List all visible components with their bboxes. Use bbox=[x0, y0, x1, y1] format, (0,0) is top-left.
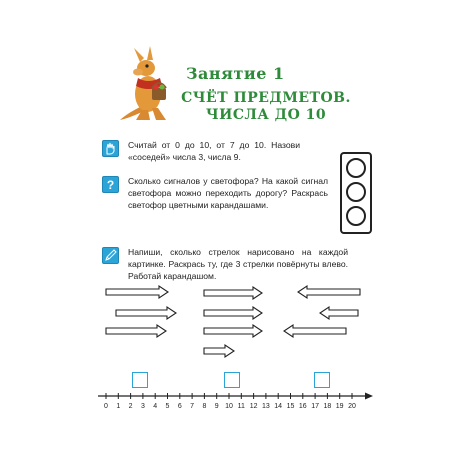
task-2-text: Сколько сигналов у светофора? На какой сигнал светофора можно переходить дорогу? Раскрась светофор цветными карандашами. bbox=[128, 176, 328, 211]
pencil-icon bbox=[102, 247, 119, 264]
arrow-right-icon bbox=[204, 345, 234, 357]
topic-title-line2: ЧИСЛА ДО 10 bbox=[205, 107, 327, 123]
number-line-label: 5 bbox=[165, 403, 170, 410]
task-1-text: Считай от 0 до 10, от 7 до 10. Назови «соседей» числа 3, числа 9. bbox=[128, 140, 300, 163]
number-line-label: 14 bbox=[274, 403, 283, 410]
arrow-right-icon bbox=[106, 325, 166, 337]
task-3-text: Напиши, сколько стрелок нарисовано на каждой картинке. Раскрась ту, где 3 стрелки повёрнуты влево. Работай карандашом. bbox=[128, 247, 348, 282]
answer-box-group-3[interactable] bbox=[314, 372, 330, 388]
number-line bbox=[0, 388, 450, 404]
number-line-label: 10 bbox=[225, 403, 233, 410]
arrow-left-icon bbox=[284, 325, 346, 337]
number-line-label: 11 bbox=[237, 403, 245, 410]
number-line-label: 9 bbox=[214, 403, 219, 410]
number-line-label: 13 bbox=[261, 403, 270, 410]
answer-box-group-1[interactable] bbox=[132, 372, 148, 388]
number-line-ticks bbox=[106, 393, 352, 399]
number-line-label: 4 bbox=[153, 403, 158, 410]
number-line-label: 18 bbox=[323, 403, 332, 410]
number-line-label: 3 bbox=[140, 403, 145, 410]
number-line-label: 20 bbox=[348, 403, 356, 410]
hand-count-icon bbox=[102, 140, 119, 157]
arrow-right-icon bbox=[106, 286, 168, 298]
arrow-right-icon bbox=[204, 287, 262, 299]
traffic-light-lamp-middle bbox=[346, 182, 366, 202]
arrows-layer bbox=[106, 286, 360, 357]
traffic-light bbox=[340, 152, 372, 234]
arrow-left-icon bbox=[320, 307, 358, 319]
lesson-title: Занятие 1 bbox=[186, 64, 285, 83]
number-line-label: 15 bbox=[286, 403, 295, 410]
number-line-label: 0 bbox=[104, 403, 108, 410]
number-line-label: 12 bbox=[249, 403, 258, 410]
number-line-label: 16 bbox=[298, 403, 307, 410]
number-line-label: 2 bbox=[128, 403, 133, 410]
number-line-label: 8 bbox=[202, 403, 207, 410]
number-line-label: 7 bbox=[190, 403, 195, 410]
number-line-label: 19 bbox=[335, 403, 344, 410]
number-line-label: 17 bbox=[311, 403, 319, 410]
number-line-label: 1 bbox=[116, 403, 121, 410]
traffic-light-lamp-bottom bbox=[346, 206, 366, 226]
arrows-panel bbox=[0, 280, 450, 370]
number-line-label: 6 bbox=[177, 403, 182, 410]
topic-title-line1: СЧЁТ ПРЕДМЕТОВ. bbox=[181, 90, 351, 106]
arrow-left-icon bbox=[298, 286, 360, 298]
topic-title bbox=[166, 90, 366, 124]
answer-box-group-2[interactable] bbox=[224, 372, 240, 388]
traffic-light-lamp-top bbox=[346, 158, 366, 178]
arrow-right-icon bbox=[204, 307, 262, 319]
question-icon bbox=[102, 176, 119, 193]
arrow-right-icon bbox=[204, 325, 262, 337]
question-mark: ? bbox=[106, 177, 115, 192]
arrow-right-icon bbox=[116, 307, 176, 319]
